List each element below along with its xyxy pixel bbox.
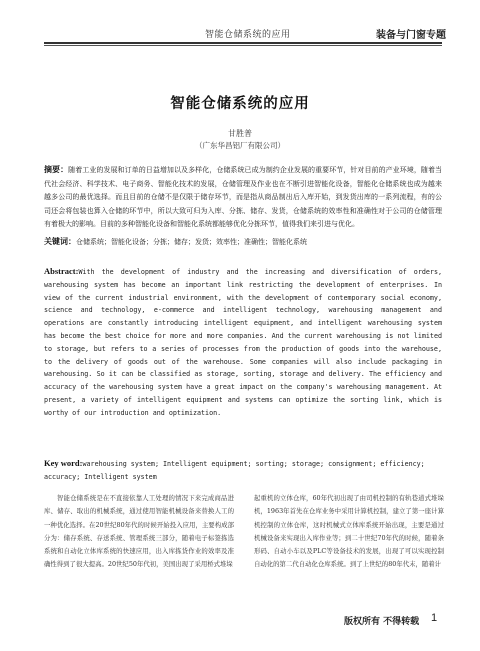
abstract-cn-label: 摘要：: [44, 165, 69, 174]
abstract-cn: [44, 163, 442, 232]
header-rule-thin: [44, 45, 442, 46]
header-rule: [44, 42, 442, 44]
body-column-left: 智能仓储系统是在不直接依靠人工处理的情况下来完成商品进库、储存、取出的机械系统，通过使用智能机械设备来替换人工的一种优化选择。在20世纪80年代的时候开始投入应用，主要构成部分为：储存系统、存送系统、管理系统三部分，随着电子标签拣选系统和自动化立体库系统的快速应用，出入库拣货作业的效率及准确性得到了很大提高。20世纪50年代初，美国出现了采用桥式堆垛: [44, 494, 234, 569]
keywords-cn: [44, 235, 442, 249]
author-name: 甘胜普: [228, 129, 252, 138]
copyright-notice: 版权所有 不得转载: [344, 617, 420, 627]
keywords-en: [44, 457, 442, 484]
keywords-en-label: Key word:: [44, 458, 83, 468]
page-number: 1: [431, 612, 438, 624]
abstract-en: [44, 265, 442, 420]
running-title: 智能仓储系统的应用: [205, 30, 291, 40]
keywords-cn-label: 关键词：: [44, 237, 76, 246]
abstract-en-label: Abstract:: [44, 266, 79, 276]
article-title: 智能仓储系统的应用: [170, 95, 310, 112]
keywords-cn-text: 仓储系统；智能化设备；分拣；储存；发货；效率性；准确性；智能化系统: [76, 238, 307, 246]
author-affiliation: （广东华昌铝厂有限公司）: [195, 141, 285, 150]
body-column-right: 起重机的立体仓库，60年代初出现了由司机控制的有轨巷道式堆垛机，1963年首先在仓库业务中采用计算机控制，建立了第一座计算机控制的立体仓库，这时机械式立体库系统开始出现，主要是通过机械设备来实现出入库作业等；到二十世纪70年代的时候，随着条形码、自动小车以及PLC等设备技术的发展，出现了可以实现控制自动化的第二代自动化仓库系统。到了上世纪的80年代末，随着计: [254, 494, 444, 569]
keywords-en-text: warehousing system; Intelligent equipment; sorting; storage; consignment; efficiency; accuracy; Intelligent system: [44, 460, 425, 481]
abstract-cn-text: 随着工业的发展和订单的日益增加以及多样化，仓储系统已成为制约企业发展的重要环节，针对目前的产业环境，随着当代社会经济、科学技术、电子商务、智能化技术的发展，仓储管理及作业也在不断引进智能化设备，智能化仓储系统也成为越来越多公司的最优选择。而且目前的仓储不是仅限于储存环节，而是指从商品制出后入库开始，到发货出库的一系列流程，有的公司还会将包装也算入仓储的环节中，所以大致可归为入库、分拣、储存、发货，仓储系统的效率性和准确性对于公司的仓储管理有着极大的影响。目前的多种智能化设备和智能化系统都能够优化分拣环节，值得我们来引进与优化。: [44, 166, 443, 228]
abstract-en-text: With the development of industry and the increasing and diversification of orders, warehousing system has become an important link restricting the development of enterprises. In view of the current industrial environment, with the development of contemporary social economy, science and technology, e-commerce and intelligent technology, warehousing management and operations are constantly introducing intelligent equipment, and intelligent warehousing system has become the best choice for more and more companies. And the current warehousing is not limited to storage, but refers to a series of processes from the production of goods into the warehouse, to the delivery of goods out of the warehouse. Some companies will also include packaging in warehousing. So it can be classified as storage, sorting, storage and delivery. The efficiency and accuracy of the warehousing system have a great impact on the company's warehousing management. At present, a variety of intelligent equipment and systems can optimize the sorting link, which is worthy of our introduction and optimization.: [44, 268, 442, 417]
section-title: 装备与门窗专题: [376, 30, 446, 41]
